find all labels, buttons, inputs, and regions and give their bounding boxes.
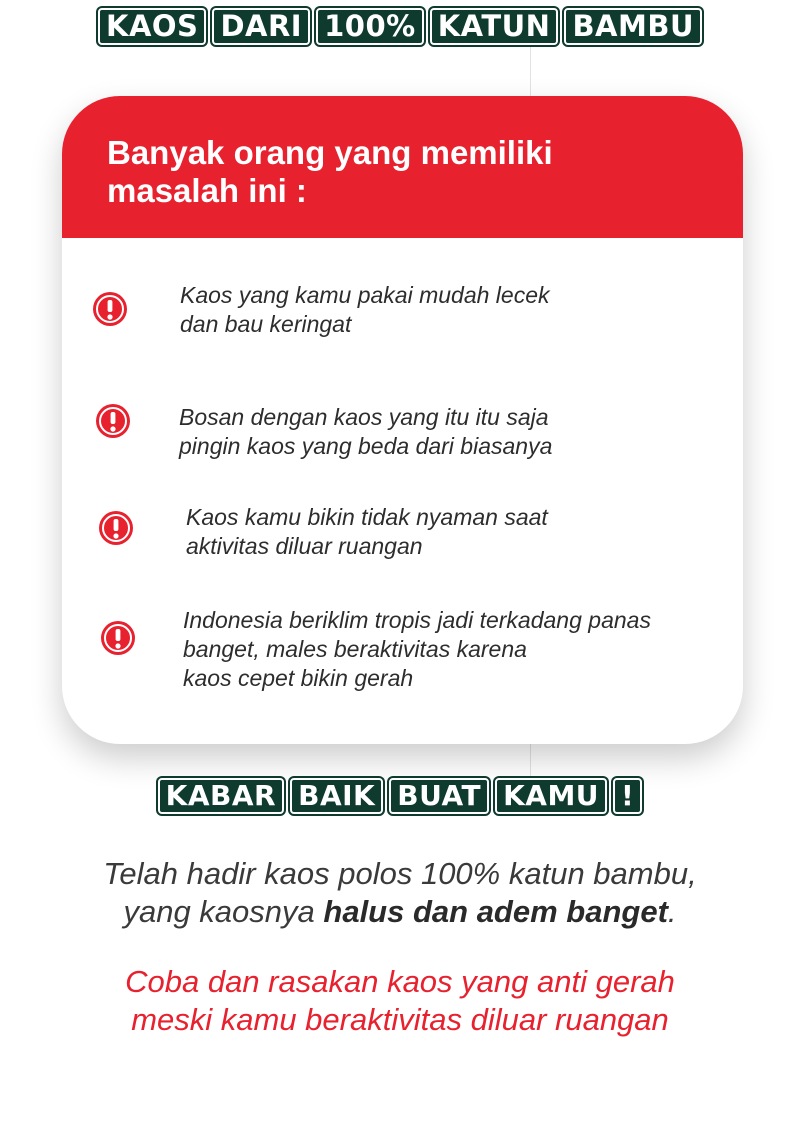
alert-icon bbox=[100, 620, 136, 656]
problem-text: Kaos kamu bikin tidak nyaman saat aktivitas diluar ruangan bbox=[186, 504, 548, 559]
alert-icon bbox=[95, 403, 131, 439]
problem-card-title-line: Banyak orang yang memiliki bbox=[107, 134, 553, 171]
guide-line-top bbox=[530, 40, 531, 100]
problem-card-header bbox=[62, 96, 743, 238]
problem-card-title-line: masalah ini : bbox=[107, 172, 307, 209]
announcement-line-2 bbox=[0, 893, 800, 931]
cta-line-2: meski kamu beraktivitas diluar ruangan bbox=[131, 1002, 669, 1037]
announcement-line-2-prefix: yang kaosnya bbox=[123, 894, 324, 929]
guide-line-bottom bbox=[530, 742, 531, 778]
headline-word: 100% bbox=[316, 8, 424, 45]
alert-icon bbox=[92, 291, 128, 327]
problem-card-title bbox=[107, 134, 667, 210]
problem-text: Indonesia beriklim tropis jadi terkadang panas banget, males beraktivitas karena kaos cepet bikin gerah bbox=[183, 607, 651, 691]
headline-word: ! bbox=[613, 778, 642, 814]
problem-text: Bosan dengan kaos yang itu itu saja pingin kaos yang beda dari biasanya bbox=[179, 404, 553, 459]
headline-word: KAMU bbox=[495, 778, 607, 814]
headline-word: BAIK bbox=[290, 778, 383, 814]
alert-icon bbox=[98, 510, 134, 546]
headline-word: KABAR bbox=[158, 778, 284, 814]
problem-text: Kaos yang kamu pakai mudah lecek dan bau keringat bbox=[180, 282, 550, 337]
headline-word: BUAT bbox=[389, 778, 489, 814]
headline-word: BAMBU bbox=[564, 8, 702, 45]
announcement-line-1: Telah hadir kaos polos 100% katun bambu, bbox=[103, 856, 697, 891]
headline-word: KAOS bbox=[98, 8, 206, 45]
headline-kaos-katun-bambu bbox=[0, 8, 800, 45]
headline-word: DARI bbox=[212, 8, 310, 45]
cta-line-1: Coba dan rasakan kaos yang anti gerah bbox=[125, 964, 675, 999]
announcement-line-2-suffix: . bbox=[667, 894, 677, 929]
headline-word: KATUN bbox=[430, 8, 559, 45]
problem-card bbox=[62, 96, 743, 744]
announcement-highlight: halus dan adem banget bbox=[323, 894, 668, 929]
headline-kabar-baik bbox=[0, 778, 800, 814]
